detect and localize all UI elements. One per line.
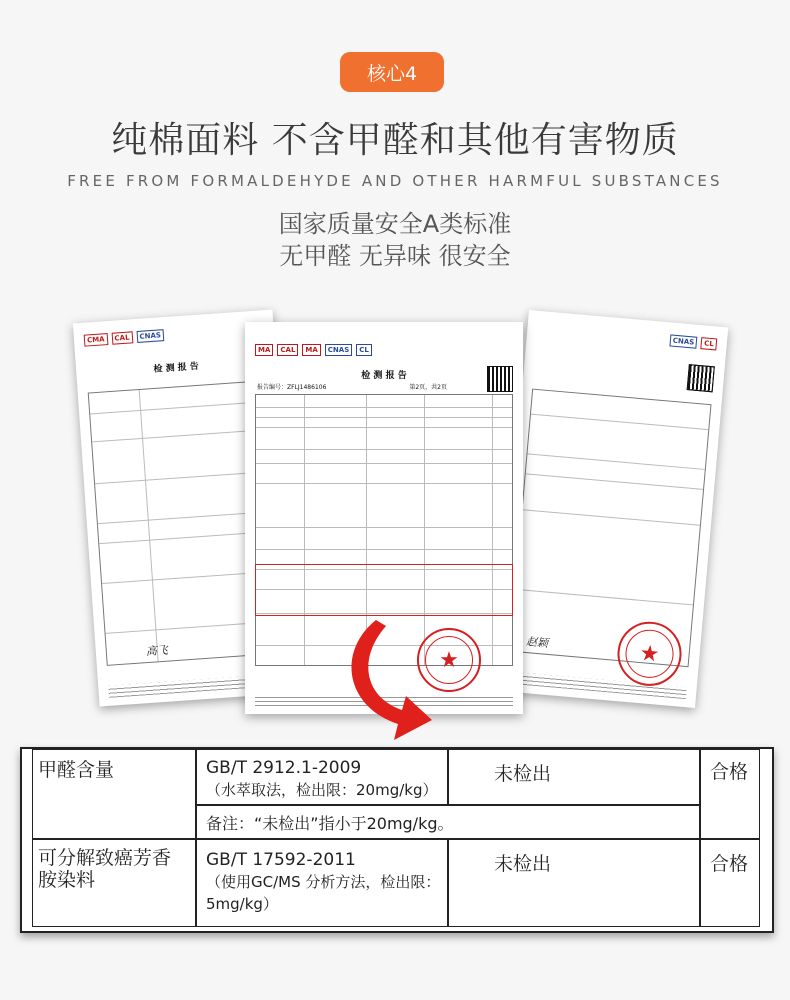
result-aromatic-amine: 未检出 xyxy=(494,853,552,875)
star-icon: ★ xyxy=(624,628,676,680)
cert-logos xyxy=(84,329,165,347)
method-formaldehyde: GB/T 2912.1-2009 xyxy=(206,758,362,778)
report-table xyxy=(509,389,711,668)
cal-logo: CAL xyxy=(277,344,298,356)
method-note-formaldehyde: （水萃取法，检出限：20mg/kg） xyxy=(206,781,438,799)
cell-result-1 xyxy=(448,749,700,805)
cl-logo: CL xyxy=(701,337,718,350)
method-aromatic-amine: GB/T 17592-2011 xyxy=(206,850,356,870)
cnas-logo: CNAS xyxy=(669,334,697,348)
report-sheet-title: 检 测 报 告 xyxy=(361,371,407,381)
page-title: 纯棉面料 不含甲醛和其他有害物质 xyxy=(111,120,679,161)
cnas-logo: CNAS xyxy=(325,344,352,356)
signature: 高飞 xyxy=(145,643,169,659)
report-sheet-title: 检 测 报 告 xyxy=(153,361,200,375)
star-icon: ★ xyxy=(425,636,473,684)
cma-logo: CMA xyxy=(84,333,108,347)
note-text: 备注：“未检出”指小于20mg/kg。 xyxy=(206,814,454,833)
cal-logo: CAL xyxy=(111,331,133,344)
cert-logos xyxy=(255,344,372,356)
highlight-box xyxy=(255,564,513,616)
page-subtitle: FREE FROM FORMALDEHYDE AND OTHER HARMFUL SUBSTANCES xyxy=(67,172,723,190)
cell-result-2 xyxy=(448,839,700,927)
tagline-2: 无甲醛 无异味 很安全 xyxy=(279,242,511,270)
signature: 赵颖 xyxy=(525,635,549,650)
cl-logo: CL xyxy=(356,344,372,356)
cert-logos xyxy=(669,334,717,350)
cma-logo: MA xyxy=(255,344,273,356)
zoomed-result-table xyxy=(20,747,774,933)
item-aromatic-amine: 可分解致癌芳香胺染料 xyxy=(38,847,172,891)
tagline-1: 国家质量安全A类标准 xyxy=(278,210,512,238)
cma-logo: MA xyxy=(302,344,320,356)
method-note-aromatic-amine: （使用GC/MS 分析方法，检出限：5mg/kg） xyxy=(206,873,441,913)
cnas-logo: CNAS xyxy=(136,329,164,343)
verdict-formaldehyde: 合格 xyxy=(710,761,749,783)
qr-code-icon xyxy=(687,364,715,392)
curved-arrow-icon xyxy=(336,612,456,762)
report-number: 报告编号：ZFLJ1486106 xyxy=(257,384,327,391)
item-formaldehyde: 甲醛含量 xyxy=(38,759,115,781)
result-formaldehyde: 未检出 xyxy=(494,763,552,785)
verdict-aromatic-amine: 合格 xyxy=(710,853,749,875)
report-sheet-right xyxy=(496,310,729,708)
report-page: 第2页，共2页 xyxy=(409,384,447,391)
feature-badge: 核心4 xyxy=(340,52,444,92)
